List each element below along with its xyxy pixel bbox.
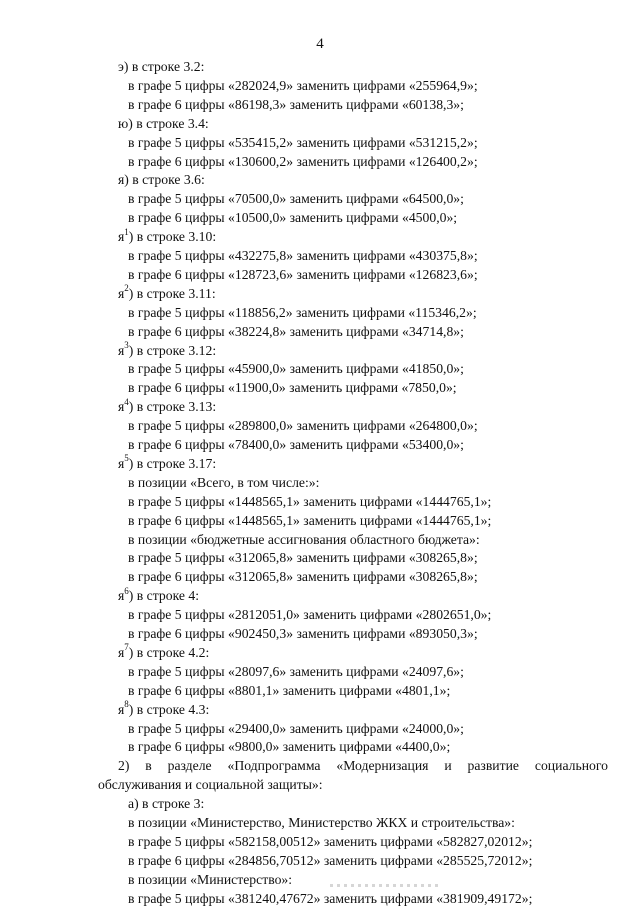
amendment-line: в графе 5 цифры «1448565,1» заменить цифрами «1444765,1»;	[128, 493, 492, 509]
subsection-letter: э	[118, 59, 124, 74]
subsection-text: ) в строке 3.11:	[128, 285, 216, 301]
subsection-index: 3	[124, 339, 129, 350]
amendment-line: в графе 5 цифры «582158,00512» заменить цифрами «582827,02012»;	[128, 833, 533, 849]
subsection-heading	[118, 701, 209, 718]
subsection-letter: я	[118, 399, 125, 415]
subsection-text: ) в строке 3.6:	[124, 172, 205, 188]
amendment-line: в графе 5 цифры «45900,0» заменить цифрами «41850,0»;	[128, 361, 464, 377]
subsection-heading	[118, 228, 216, 245]
amendment-line: в графе 5 цифры «28097,6» заменить цифрами «24097,6»;	[128, 663, 464, 679]
amendment-line: в графе 6 цифры «86198,3» заменить цифрами «60138,3»;	[128, 96, 464, 112]
page-number: 4	[316, 36, 324, 52]
subsection-text: ) в строке 3.2:	[123, 59, 205, 74]
amendment-line: в позиции «Министерство, Министерство ЖКХ и строительства»:	[128, 815, 515, 830]
subsection-text: ) в строке 3.12:	[128, 342, 217, 358]
amendment-line: в графе 6 цифры «284856,70512» заменить цифрами «285525,72012»;	[128, 852, 533, 868]
section-heading-continuation: обслуживания и социальной защиты»:	[98, 777, 323, 793]
subsection-text: ) в строке 3.13:	[128, 399, 217, 415]
amendment-line: в графе 6 цифры «312065,8» заменить цифрами «308265,8»;	[128, 569, 478, 585]
subsection-heading	[118, 587, 199, 604]
subsection-letter: я	[118, 172, 125, 188]
amendment-line: в графе 5 цифры «118856,2» заменить цифрами «115346,2»;	[128, 304, 477, 320]
subsection-text: ) в строке 4.3:	[128, 701, 210, 717]
subsection-index: 6	[124, 585, 129, 596]
amendment-line: в графе 6 цифры «8801,1» заменить цифрами «4801,1»;	[128, 682, 451, 698]
amendment-line: в графе 6 цифры «11900,0» заменить цифрами «7850,0»;	[128, 380, 457, 396]
subsection-letter: я	[118, 701, 125, 717]
amendment-line: в графе 6 цифры «78400,0» заменить цифрами «53400,0»;	[128, 437, 464, 452]
subsection-index: 7	[124, 642, 129, 653]
subsection-heading	[118, 115, 209, 132]
amendment-line: в графе 6 цифры «1448565,1» заменить цифрами «1444765,1»;	[128, 512, 492, 528]
amendment-line: в графе 6 цифры «10500,0» заменить цифрами «4500,0»;	[128, 210, 458, 226]
subsection-heading	[118, 455, 216, 472]
section-heading-line: 2) в разделе «Подпрограмма «Модернизация и развитие социального	[118, 758, 608, 774]
subsection-text: ) в строке 3.17:	[128, 455, 217, 471]
subsection-letter: я	[118, 342, 125, 358]
subsection-heading	[118, 644, 209, 661]
subsection-letter: я	[118, 285, 125, 301]
amendment-line: в графе 5 цифры «29400,0» заменить цифрами «24000,0»;	[128, 720, 464, 736]
subsection-text: ) в строке 4:	[128, 588, 200, 604]
amendment-line: в графе 5 цифры «535415,2» заменить цифрами «531215,2»;	[128, 134, 478, 150]
subsection-heading	[118, 58, 204, 75]
amendment-line: в графе 5 цифры «289800,0» заменить цифрами «264800,0»;	[128, 418, 478, 434]
amendment-line: в графе 6 цифры «38224,8» заменить цифрами «34714,8»;	[128, 323, 464, 339]
subsection-heading	[118, 285, 216, 302]
amendment-line: в позиции «Всего, в том числе:»:	[128, 474, 320, 490]
subsection-text: ) в строке 3.4:	[128, 115, 209, 131]
subsection-index: 4	[124, 396, 129, 407]
subsection-index: 5	[124, 453, 129, 464]
amendment-line: в позиции «Министерство»:	[128, 871, 293, 887]
subsection-index: 1	[124, 226, 129, 237]
subsection-text: ) в строке 3.10:	[128, 229, 217, 245]
subsection-heading	[118, 171, 205, 188]
subsection-letter: ю	[118, 115, 129, 131]
amendment-line: в графе 5 цифры «312065,8» заменить цифрами «308265,8»;	[128, 550, 478, 566]
amendment-line: в графе 5 цифры «70500,0» заменить цифрами «64500,0»;	[128, 191, 464, 207]
amendment-line: в графе 5 цифры «282024,9» заменить цифрами «255964,9»;	[128, 77, 478, 93]
subsection-letter: я	[118, 644, 125, 660]
amendment-line: в позиции «бюджетные ассигнования областного бюджета»:	[128, 531, 480, 547]
subsection-letter: я	[118, 455, 125, 471]
amendment-line: в графе 5 цифры «381240,47672» заменить цифрами «381909,49172»;	[128, 890, 533, 906]
subsection-letter: я	[118, 588, 125, 604]
amendment-line: в графе 6 цифры «130600,2» заменить цифрами «126400,2»;	[128, 153, 478, 169]
amendment-line: в графе 5 цифры «432275,8» заменить цифрами «430375,8»;	[128, 248, 478, 263]
scan-artifact	[330, 884, 440, 887]
subsection-index: 2	[124, 283, 129, 294]
amendment-line: в графе 6 цифры «128723,6» заменить цифрами «126823,6»;	[128, 266, 478, 282]
subsection-text: ) в строке 4.2:	[128, 644, 210, 660]
amendment-line: а) в строке 3:	[128, 796, 205, 812]
amendment-line: в графе 5 цифры «2812051,0» заменить цифрами «2802651,0»;	[128, 607, 492, 623]
subsection-index: 8	[124, 699, 129, 710]
amendment-line: в графе 6 цифры «902450,3» заменить цифрами «893050,3»;	[128, 626, 478, 641]
amendment-line: в графе 6 цифры «9800,0» заменить цифрами «4400,0»;	[128, 739, 451, 755]
subsection-letter: я	[118, 229, 125, 245]
subsection-heading	[118, 398, 216, 415]
subsection-heading	[118, 339, 217, 359]
